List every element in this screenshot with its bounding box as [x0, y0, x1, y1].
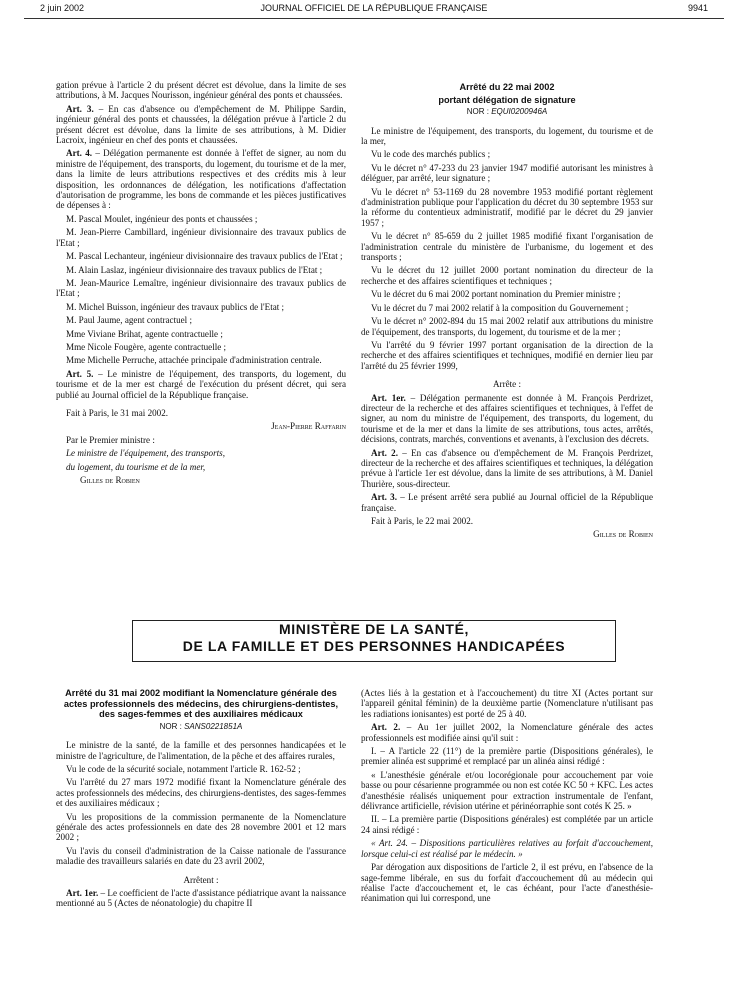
paragraph: Le ministre de l'équipement, des transports, du logement, du tourisme et de la mer, — [361, 125, 653, 146]
article-2 — [361, 722, 653, 743]
article-text: – Le coefficient de l'acte d'assistance pédiatrique avant la naissance mentionné au 5 (Actes de néonatologie) du chapitre II — [56, 888, 346, 909]
list-item: M. Paul Jaume, agent contractuel ; — [66, 315, 193, 326]
paragraph: Vu les propositions de la commission permanente de la Nomenclature générale des actes professionnels en date des 28 novembre 2001 et 12 mars 2002 ; — [56, 811, 346, 843]
article-text: – En cas d'absence ou d'empêchement de M. Philippe Sardin, ingénieur général des ponts et chaussées, la délégation prévue à l'article 2 du présent décret est dévolue, dans la limite de ses attributions, à M. Didier Lacroix, ingénieur en chef des ponts et chaussées. — [56, 103, 346, 146]
paragraph: Vu le code des marchés publics ; — [371, 149, 491, 160]
paragraph: Vu l'avis du conseil d'administration de la Caisse nationale de l'assurance maladie des travailleurs salariés en date du 23 avril 2002, — [56, 845, 346, 867]
page-header — [40, 3, 708, 17]
article-1 — [56, 888, 346, 909]
list-item: Mme Nicole Fougère, agente contractuelle ; — [66, 341, 227, 352]
header-rule — [24, 18, 724, 19]
arretent-heading: Arrêtent : — [183, 874, 219, 885]
article-text: – Délégation permanente est donnée à l'effet de signer, au nom du ministre de l'équipement, des transports, du logement, du tourisme et de la mer, dans la limite de leurs attributions respectives et des crédits mis à leur disposition, les ordonnances de délégation, les notifications d'affectation d'autorisation de programme, les bons de commande et les pièces justificatives de dépenses à : — [56, 148, 346, 211]
decree-title: Arrêté du 22 mai 2002 — [459, 82, 555, 92]
ministry-line-1: MINISTÈRE DE LA SANTÉ, — [278, 621, 470, 637]
article-label: Art. 3. — [371, 492, 397, 503]
header-journal: JOURNAL OFFICIEL DE LA RÉPUBLIQUE FRANÇAISE — [260, 3, 488, 13]
article-label: Art. 2. — [371, 447, 398, 458]
by-prime-minister: Par le Premier ministre : — [66, 434, 155, 445]
article-1 — [361, 393, 653, 445]
article-text: – Le présent arrêté sera publié au Journal officiel de la République française. — [361, 492, 653, 513]
article-3 — [56, 104, 346, 146]
article-5 — [56, 369, 346, 400]
article-4 — [56, 148, 346, 210]
paragraph: Vu le code de la sécurité sociale, notamment l'article R. 162-52 ; — [66, 764, 301, 774]
list-item: M. Pascal Lechanteur, ingénieur divisionnaire des travaux publics de l'Etat ; — [66, 251, 343, 262]
done-at: Fait à Paris, le 31 mai 2002. — [66, 407, 169, 418]
decree-subtitle: portant délégation de signature — [438, 94, 576, 105]
nor-code: EQUI0200946A — [491, 107, 548, 117]
quote: « L'anesthésie générale et/ou locorégionale pour accouchement par voie basse ou pour césarienne programmée ou non est cotée KC 50 + KFC. Les actes d'anesthésie réalisés uniquement pour extraction instrumentale de l'enfant, délivrance artificielle, révision utérine et périnéorraphie sont cotés K 25. » — [361, 769, 653, 812]
decree-title: Arrêté du 31 mai 2002 modifiant la Nomenclature générale des actes professionnels des médecins, des chirurgiens-dentistes, des sages-femmes et des auxiliaires médicaux — [63, 688, 339, 720]
article-text: – Délégation permanente est donnée à M. François Perdrizet, directeur de la recherche et des affaires scientifiques et techniques, à l'effet de signer, au nom du ministre de l'équipement, des transports, du logement, du tourisme et de la mer et dans la limite de ses attributions, tous actes, arrêtés, décisions, contrats, marchés, conventions et avenants, à l'exclusion des décrets. — [361, 392, 653, 445]
arrete-heading: Arrête : — [492, 379, 522, 390]
article-label: Art. 1er. — [66, 888, 99, 899]
article-text: – En cas d'absence ou d'empêchement de M. François Perdrizet, directeur de la recherche et des affaires scientifiques et techniques, la délégation prévue à l'article 1er est dévolue, dans la limite de ses attributions, à M. Daniel Thurière, sous-directeur. — [361, 447, 654, 489]
article-label: Art. 3. — [66, 103, 94, 114]
ministry-line-2: DE LA FAMILLE ET DES PERSONNES HANDICAPÉES — [182, 638, 566, 654]
list-item: Mme Michelle Perruche, attachée principale d'administration centrale. — [66, 355, 322, 366]
article-label: Art. 2. — [371, 722, 401, 733]
done-at: Fait à Paris, le 22 mai 2002. — [371, 516, 474, 526]
signature: Jean-Pierre Raffarin — [271, 421, 346, 432]
column-right-top — [361, 82, 653, 543]
article-label: Art. 5. — [66, 368, 94, 379]
paragraph: gation prévue à l'article 2 du présent décret est dévolue, dans la limite de ses attributions, à M. Jacques Nourisson, ingénieur général des ponts et chaussées. — [56, 80, 346, 101]
paragraph: Vu le décret n° 53-1169 du 28 novembre 1953 modifié portant règlement d'administration publique pour l'application du décret du 30 septembre 1953 sur la réforme du contentieux administratif, modifié par le décret du 29 janvier 1957 ; — [361, 186, 653, 228]
quote: « Art. 24. – Dispositions particulières relatives au forfait d'accouchement, lorsque celui-ci est réalisé par le médecin. » — [361, 838, 653, 859]
column-left-bottom — [56, 688, 346, 912]
nor-label: NOR : — [466, 107, 489, 117]
article-text: – Le ministre de l'équipement, des transports, du logement, du tourisme et de la mer est chargé de l'exécution du présent décret, qui sera publié au Journal officiel de la République française. — [56, 368, 347, 400]
header-page-number: 9941 — [687, 3, 708, 13]
article-3 — [361, 492, 653, 513]
paragraph: Par dérogation aux dispositions de l'article 2, il est prévu, en l'absence de la sage-femme libérale, en sus du forfait d'accouchement dû au médecin qui réalise l'acte d'accouchement et, le cas échéant, pour l'acte d'anesthésie-réanimation qui lui correspond, une — [361, 862, 653, 904]
nor-reference — [361, 107, 653, 117]
paragraph: Vu l'arrêté du 9 février 1997 portant organisation de la direction de la recherche et des affaires scientifiques et techniques, modifié en dernier lieu par l'arrêté du 25 février 1999, — [361, 339, 653, 371]
list-item: M. Michel Buisson, ingénieur des travaux publics de l'Etat ; — [66, 301, 285, 312]
column-right-bottom — [361, 688, 653, 907]
list-item: M. Jean-Pierre Cambillard, ingénieur divisionnaire des travaux publics de l'Etat ; — [56, 227, 346, 248]
paragraph: Vu le décret du 12 juillet 2000 portant nomination du directeur de la recherche et des affaires scientifiques et techniques ; — [361, 265, 653, 286]
list-item: M. Alain Laslaz, ingénieur divisionnaire des travaux publics de l'Etat ; — [66, 264, 323, 275]
list-item: M. Jean-Maurice Lemaître, ingénieur divisionnaire des travaux publics de l'Etat ; — [56, 277, 346, 299]
nor-label: NOR : — [159, 721, 182, 731]
paragraph: Vu le décret n° 2002-894 du 15 mai 2002 relatif aux attributions du ministre de l'équipement, des transports, du logement, du tourisme et de la mer ; — [361, 316, 653, 337]
paragraph: Vu le décret n° 47-233 du 23 janvier 1947 modifié autorisant les ministres à déléguer, par arrêté, leur signature ; — [361, 162, 653, 184]
article-2 — [361, 448, 653, 490]
paragraph: I. – A l'article 22 (11°) de la première partie (Dispositions générales), le premier alinéa est supprimé et remplacé par un alinéa ainsi rédigé : — [361, 746, 653, 767]
article-label: Art. 4. — [66, 148, 93, 159]
paragraph: Vu le décret du 6 mai 2002 portant nomination du Premier ministre ; — [371, 289, 621, 300]
minister-title: du logement, du tourisme et de la mer, — [66, 461, 206, 472]
ministry-heading-box — [132, 620, 616, 662]
nor-reference — [56, 722, 346, 732]
article-label: Art. 1er. — [371, 392, 406, 403]
paragraph: (Actes liés à la gestation et à l'accouchement) du titre XI (Actes portant sur l'appareil génital féminin) de la deuxième partie (Nomenclature n'utilisant pas les radiations ionisantes) est porté de 25 à 40. — [361, 688, 653, 719]
header-date: 2 juin 2002 — [40, 3, 85, 13]
paragraph: Vu le décret du 7 mai 2002 relatif à la composition du Gouvernement ; — [371, 302, 629, 313]
paragraph: Vu l'arrêté du 27 mars 1972 modifié fixant la Nomenclature générale des actes professionnels des médecins, des chirurgiens-dentistes, des sages-femmes et des auxiliaires médicaux ; — [56, 777, 346, 809]
signature: Gilles de Robien — [593, 529, 653, 540]
paragraph: Le ministre de la santé, de la famille et des personnes handicapées et le ministre de l'agriculture, de l'alimentation, de la pêche et des affaires rurales, — [56, 740, 346, 761]
paragraph: II. – La première partie (Dispositions générales) est complétée par un article 24 ainsi rédigé : — [361, 814, 653, 835]
nor-code: SANS0221851A — [184, 721, 243, 731]
list-item: M. Pascal Moulet, ingénieur des ponts et chaussées ; — [66, 213, 258, 224]
minister-signature: Gilles de Robien — [80, 475, 140, 485]
minister-title: Le ministre de l'équipement, des transports, — [66, 448, 225, 459]
article-text: – Au 1er juillet 2002, la Nomenclature générale des actes professionnels est modifiée ainsi qu'il suit : — [361, 722, 654, 743]
column-left-top — [56, 80, 346, 488]
paragraph: Vu le décret n° 85-659 du 2 juillet 1985 modifié fixant l'organisation de l'administration centrale du ministère de l'urbanisme, du logement et des transports ; — [361, 231, 653, 263]
list-item: Mme Viviane Brihat, agente contractuelle ; — [66, 328, 223, 339]
